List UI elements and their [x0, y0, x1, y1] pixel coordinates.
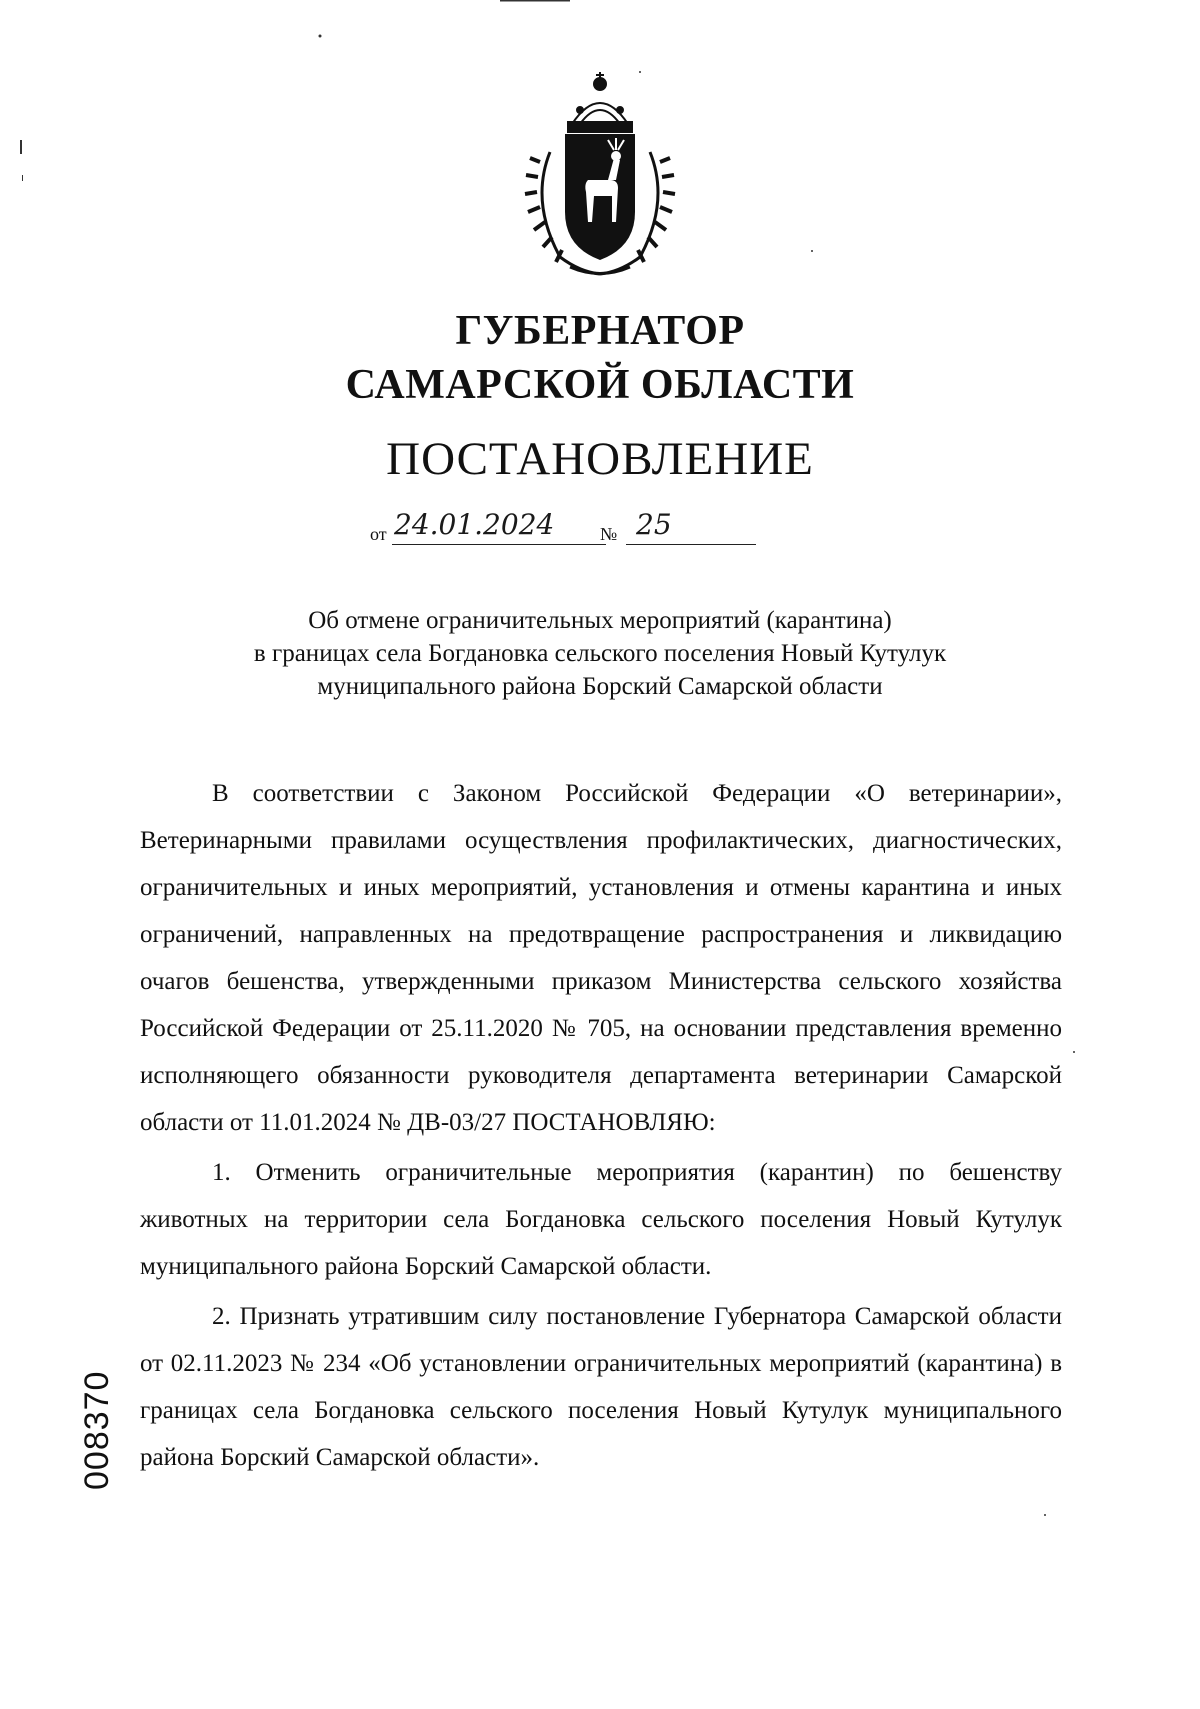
handwritten-number: 25 [636, 508, 672, 541]
handwritten-date: 24.01.2024 [394, 508, 555, 541]
document-body [140, 770, 1062, 1481]
samara-coat-of-arms-icon [510, 62, 690, 282]
item-2-paragraph: 2. Признать утратившим силу постановление Губернатора Самарской области от 02.11.2023 № 234 «Об установлении ограничительных мероприятий (карантина) в границах села Богдановка сельского поселения Новый Кутулук муниципального района Борский Самарской области». [140, 1303, 1062, 1471]
authority-heading [0, 304, 1200, 412]
preamble-paragraph: В соответствии с Законом Российской Федерации «О ветеринарии», Ветеринарными правилами осуществления профилактических, диагностических, ограничительных и иных мероприятий, установления и отмены карантина и иных ограничений, направленных на предотвращение распространения и ликвидацию очагов бешенства, утвержденными приказом Министерства сельского хозяйства Российской Федерации от 25.11.2020 № 705, на основании представления временно исполняющего обязанности руководителя департамента ветеринарии Самарской области от 11.01.2024 № ДВ-03/27 ПОСТАНОВЛЯЮ: [140, 780, 1062, 1136]
date-underline [392, 544, 606, 545]
document-type-heading: ПОСТАНОВЛЕНИЕ [386, 433, 814, 485]
title-line-3: муниципального района Борский Самарской области [317, 673, 883, 700]
registry-number: 008370 [78, 1370, 116, 1490]
number-prefix: № [600, 524, 618, 544]
title-line-1: Об отмене ограничительных мероприятий (карантина) [308, 607, 892, 634]
date-prefix: от [370, 524, 387, 544]
title-line-2: в границах села Богдановка сельского поселения Новый Кутулук [253, 640, 947, 667]
authority-line-1: ГУБЕРНАТОР [455, 308, 745, 354]
authority-line-2: САМАРСКОЙ ОБЛАСТИ [345, 362, 855, 408]
document-title [0, 604, 1200, 703]
number-underline [626, 544, 756, 545]
item-1-paragraph: 1. Отменить ограничительные мероприятия (карантин) по бешенству животных на территории села Богдановка сельского поселения Новый Кутулук муниципального района Борский Самарской области. [140, 1159, 1062, 1280]
